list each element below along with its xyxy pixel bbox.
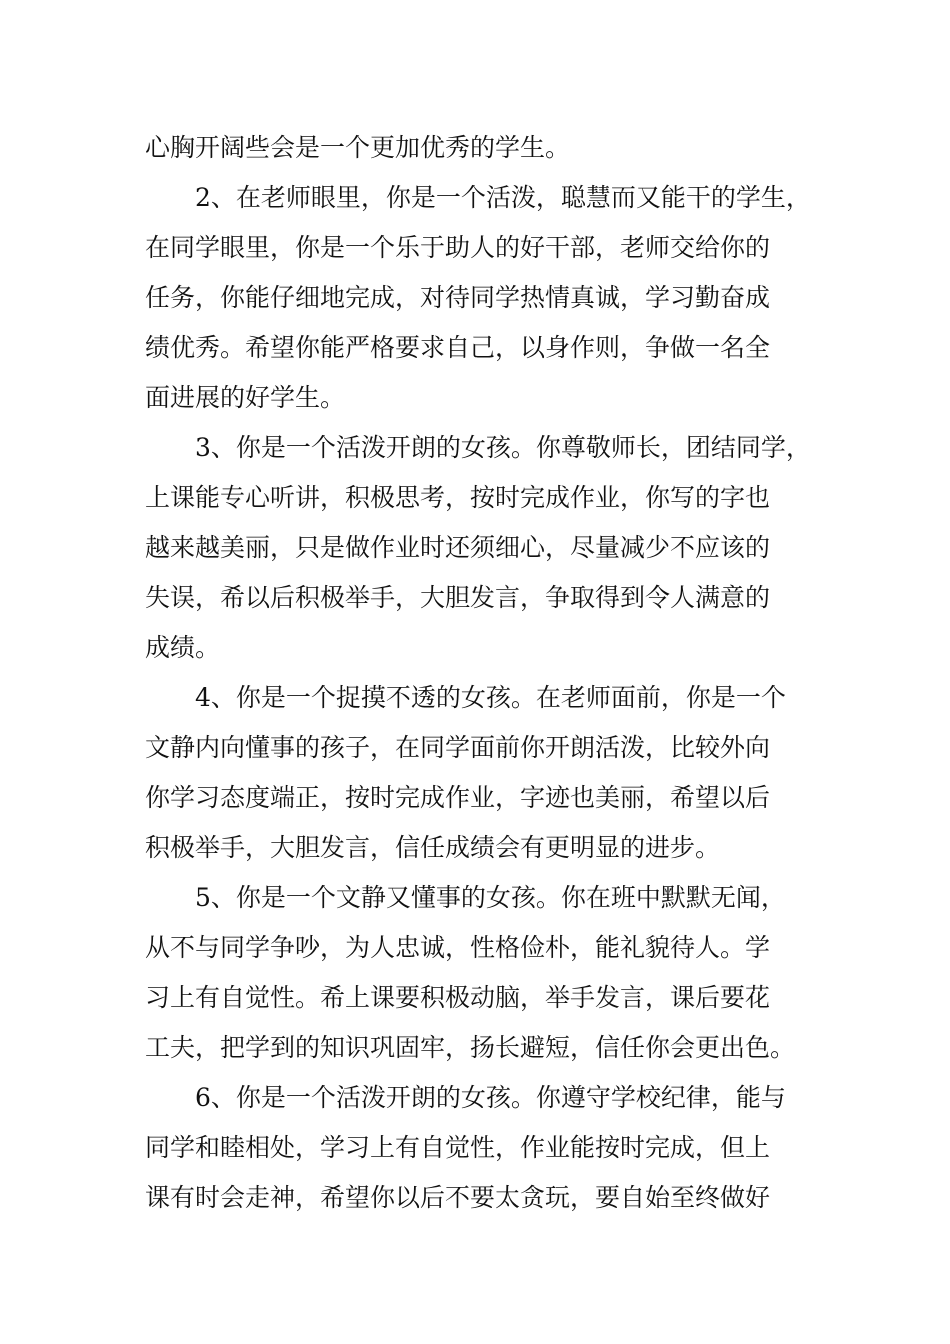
paragraph-5-start: 5、你是一个文静又懂事的女孩。你在班中默默无闻， [195, 883, 786, 912]
text-line: 你学习态度端正，按时完成作业，字迹也美丽，希望以后 [145, 783, 771, 812]
text-line: 习上有自觉性。希上课要积极动脑，举手发言，课后要花 [145, 983, 771, 1012]
text-line: 课有时会走神，希望你以后不要太贪玩，要自始至终做好 [145, 1183, 771, 1212]
paragraph-4-start: 4、你是一个捉摸不透的女孩。在老师面前，你是一个 [195, 683, 786, 712]
text-line: 成绩。 [145, 633, 221, 662]
text-line: 任务，你能仔细地完成，对待同学热情真诚，学习勤奋成 [145, 283, 771, 312]
text-line: 在同学眼里，你是一个乐于助人的好干部，老师交给你的 [145, 233, 771, 262]
text-line: 上课能专心听讲，积极思考，按时完成作业，你写的字也 [145, 483, 771, 512]
text-line: 越来越美丽，只是做作业时还须细心，尽量减少不应该的 [145, 533, 771, 562]
text-line: 文静内向懂事的孩子，在同学面前你开朗活泼，比较外向 [145, 733, 771, 762]
text-line: 从不与同学争吵，为人忠诚，性格俭朴，能礼貌待人。学 [145, 933, 771, 962]
text-line: 面进展的好学生。 [145, 383, 346, 412]
paragraph-2-start: 2、在老师眼里，你是一个活泼，聪慧而又能干的学生， [195, 183, 811, 212]
paragraph-6-start: 6、你是一个活泼开朗的女孩。你遵守学校纪律，能与 [195, 1083, 786, 1112]
paragraph-3-start: 3、你是一个活泼开朗的女孩。你尊敬师长，团结同学， [195, 433, 811, 462]
text-line: 积极举手，大胆发言，信任成绩会有更明显的进步。 [145, 833, 721, 862]
text-line: 同学和睦相处，学习上有自觉性，作业能按时完成，但上 [145, 1133, 771, 1162]
text-line: 工夫，把学到的知识巩固牢，扬长避短，信任你会更出色。 [145, 1033, 796, 1062]
text-line: 心胸开阔些会是一个更加优秀的学生。 [145, 133, 571, 162]
text-line: 失误，希以后积极举手，大胆发言，争取得到令人满意的 [145, 583, 771, 612]
text-line: 绩优秀。希望你能严格要求自己，以身作则，争做一名全 [145, 333, 771, 362]
